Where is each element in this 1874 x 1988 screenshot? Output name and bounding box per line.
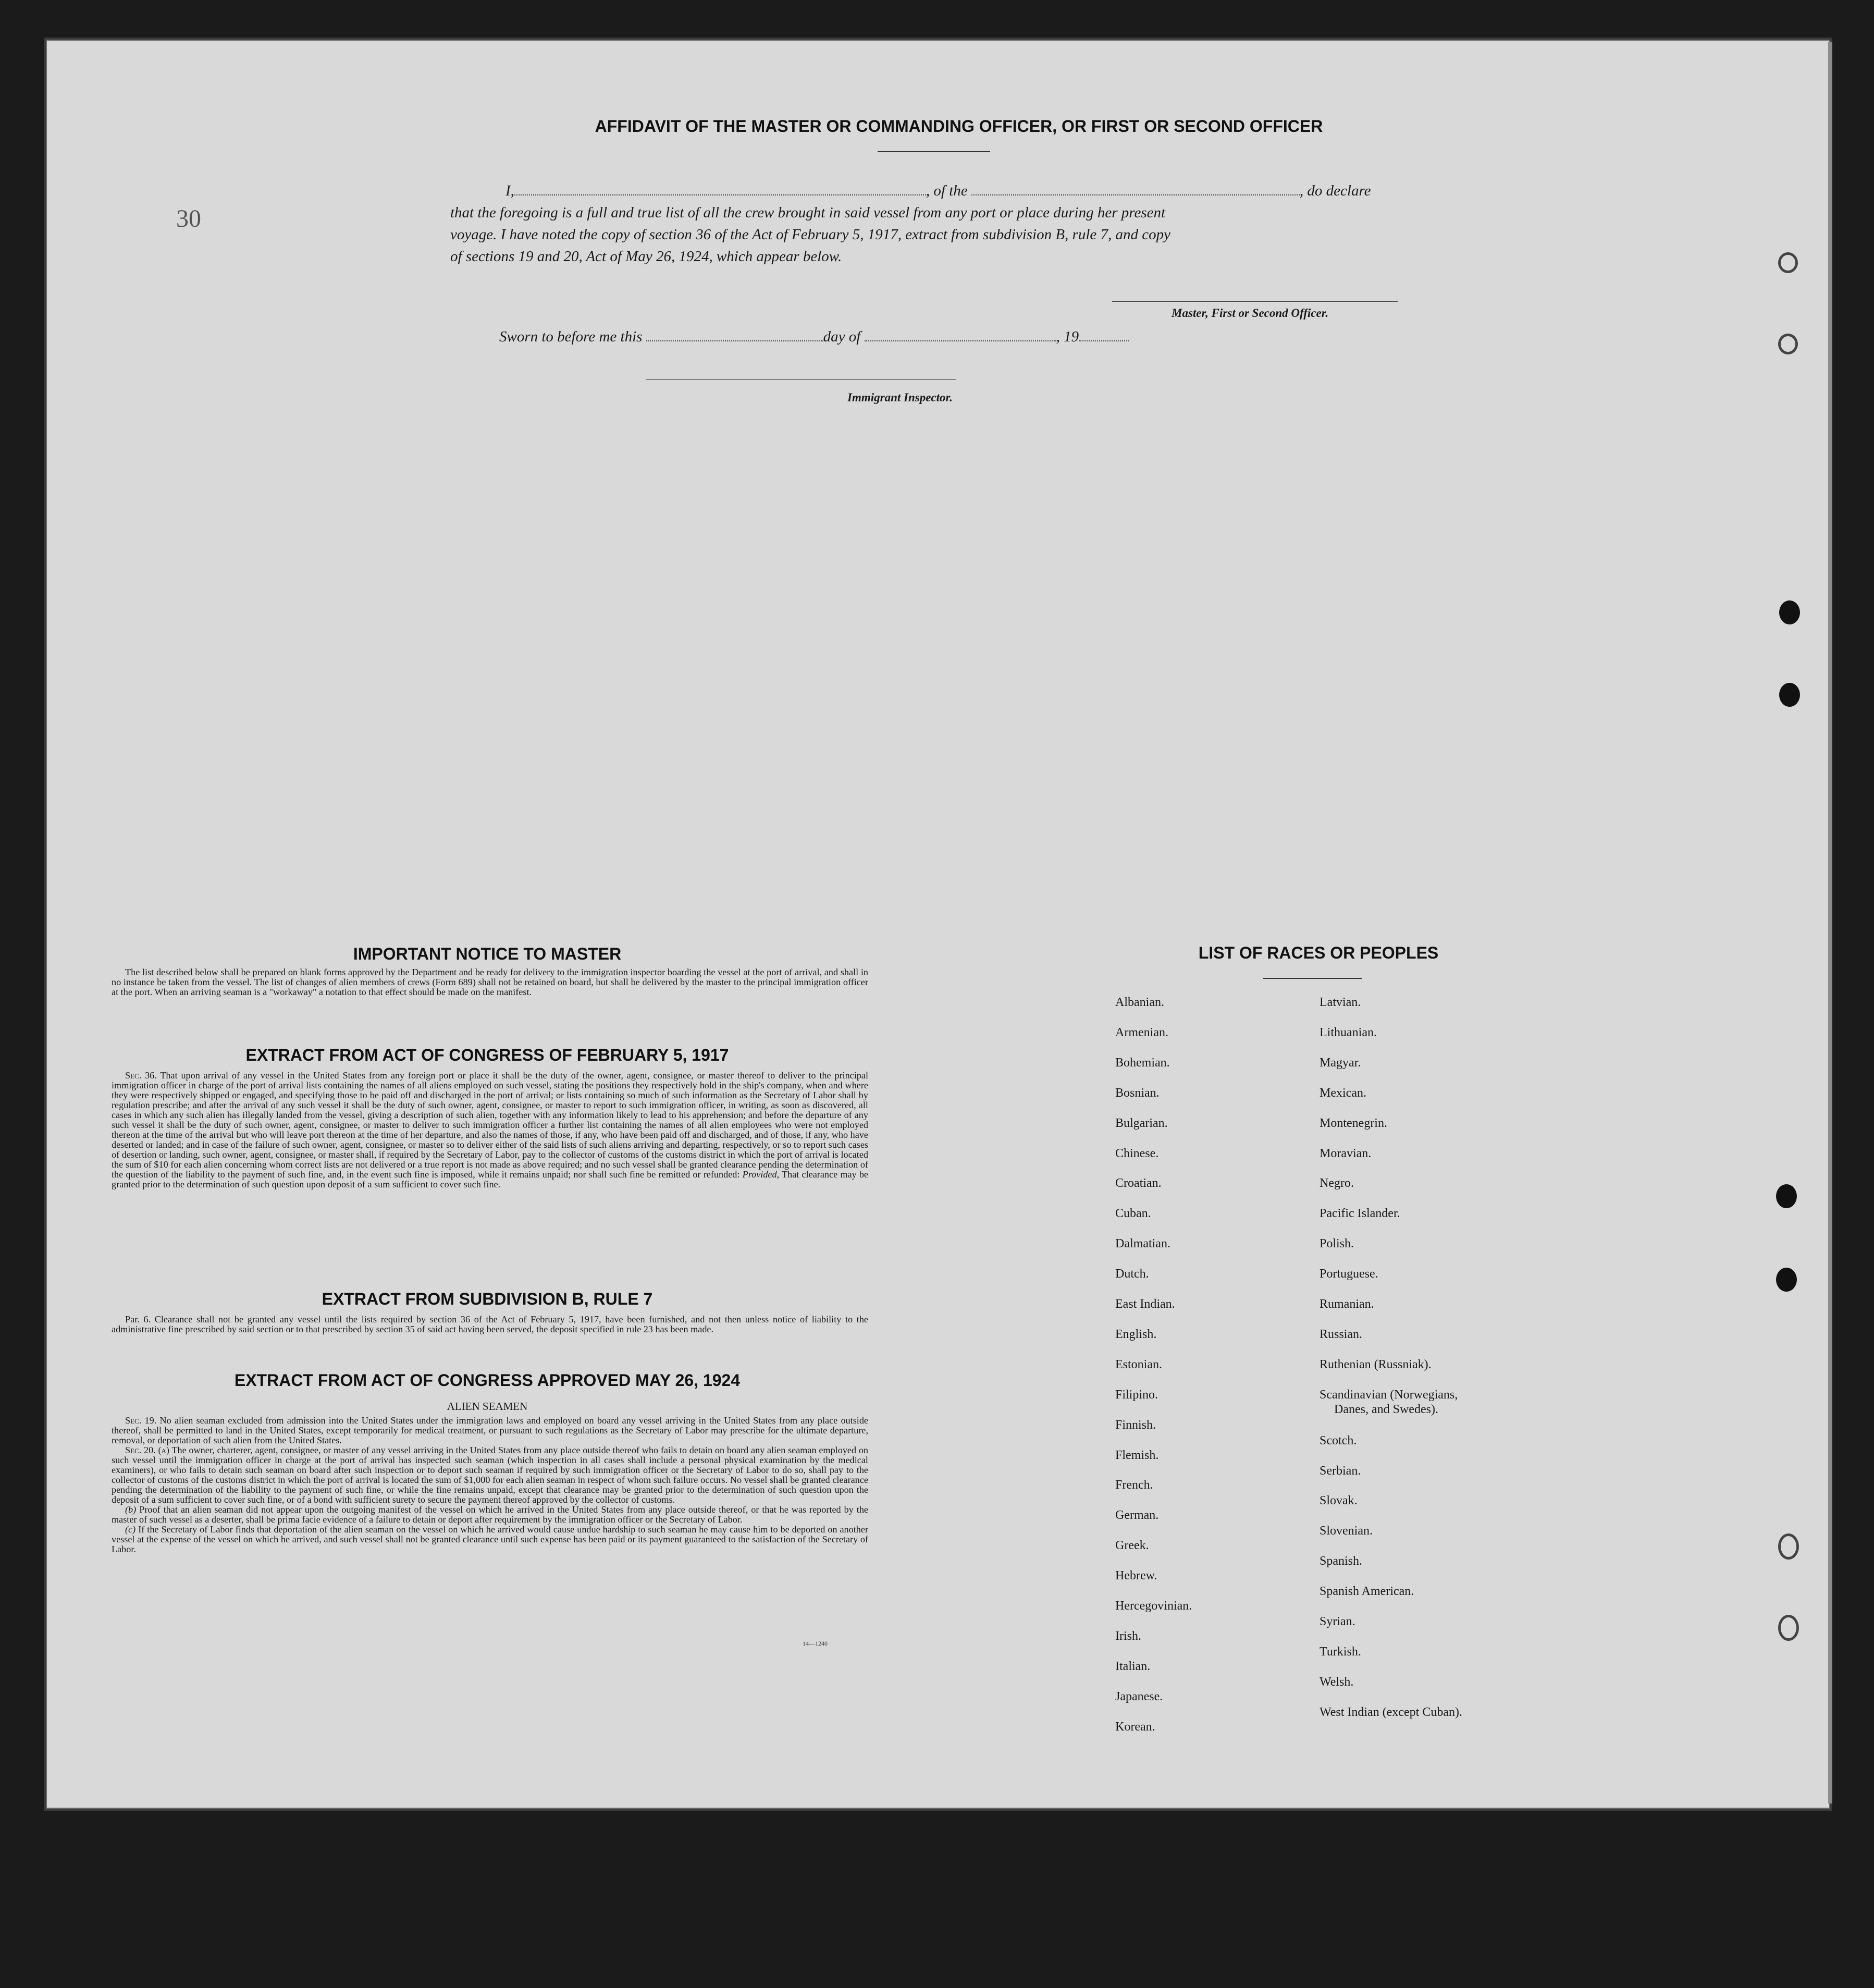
form-code: 14—1240 bbox=[803, 1640, 828, 1647]
alien-seamen-subtitle: ALIEN SEAMEN bbox=[447, 1400, 528, 1413]
extract-1917-text bbox=[112, 1071, 868, 1189]
race-item: Welsh. bbox=[1320, 1675, 1354, 1689]
race-item: Magyar. bbox=[1320, 1056, 1361, 1070]
extract-1924-title: EXTRACT FROM ACT OF CONGRESS APPROVED MAY 26, 1924 bbox=[234, 1371, 741, 1390]
race-item: Portuguese. bbox=[1320, 1267, 1378, 1281]
title-rule bbox=[878, 151, 990, 152]
race-item: Latvian. bbox=[1320, 996, 1361, 1009]
sworn-day-blank[interactable] bbox=[646, 340, 823, 341]
race-item: Ruthenian (Russniak). bbox=[1320, 1357, 1432, 1371]
punch-hole bbox=[1776, 1184, 1797, 1208]
inspector-label: Immigrant Inspector. bbox=[847, 391, 953, 404]
month-blank[interactable] bbox=[865, 340, 1056, 341]
master-signature-line[interactable] bbox=[1112, 301, 1398, 302]
race-item: Armenian. bbox=[1115, 1025, 1168, 1039]
race-item: Scotch. bbox=[1320, 1433, 1357, 1447]
sec-36-label: Sec. 36. bbox=[125, 1070, 157, 1081]
affidavit-title: AFFIDAVIT OF THE MASTER OR COMMANDING OFFICER, OR FIRST OR SECOND OFFICER bbox=[595, 117, 1323, 136]
race-item: Hebrew. bbox=[1115, 1569, 1157, 1583]
race-item: Bulgarian. bbox=[1115, 1116, 1168, 1130]
races-title: LIST OF RACES OR PEOPLES bbox=[1198, 943, 1439, 962]
punch-hole bbox=[1779, 683, 1800, 707]
sec-19-text: No alien seaman excluded from admission into the United States under the immigration laws and employed on board any vessel arriving in the United States from any place outside thereof, shall be permitted to land in the United States, except temporarily for medical treatment, or pursuant to such regulations as the Secretary of Labor may prescribe for the ultimate departure, removal, or deportation of such alien from the United States. bbox=[112, 1415, 869, 1445]
year-label: , 19 bbox=[1056, 328, 1079, 345]
race-item: Bohemian. bbox=[1115, 1056, 1170, 1070]
affidavit-line-1 bbox=[506, 180, 1371, 202]
race-item: Flemish. bbox=[1115, 1448, 1159, 1462]
notice-text bbox=[112, 967, 868, 997]
race-item: Scandinavian (Norwegians, bbox=[1320, 1388, 1458, 1402]
extract-1917-title: EXTRACT FROM ACT OF CONGRESS OF FEBRUARY 5, 1917 bbox=[245, 1046, 729, 1064]
race-item: West Indian (except Cuban). bbox=[1320, 1705, 1462, 1719]
race-item: Syrian. bbox=[1320, 1615, 1355, 1628]
punch-hole bbox=[1776, 1268, 1797, 1292]
race-item: Pacific Islander. bbox=[1320, 1207, 1400, 1221]
race-item: German. bbox=[1115, 1508, 1159, 1523]
sec-20c-label: (c) bbox=[125, 1524, 136, 1535]
race-item: Greek. bbox=[1115, 1539, 1149, 1553]
race-item: Serbian. bbox=[1320, 1464, 1361, 1478]
vessel-blank[interactable] bbox=[971, 194, 1300, 195]
inspector-signature-line[interactable] bbox=[646, 379, 956, 380]
race-item: Negro. bbox=[1320, 1176, 1354, 1191]
race-item: Spanish American. bbox=[1320, 1585, 1414, 1599]
name-blank[interactable] bbox=[514, 194, 926, 195]
sec-20a-text: The owner, charterer, agent, consignee, or master of any vessel arriving in the United States from any place outside thereof who fails to detain on board any alien seaman employed on such vessel until the immigration officer in charge at the port of arrival has inspected such seaman (which inspection in all cases shall include a personal physical examination by the medical examiners), or who fails to detain such seaman on board after such inspection or to deport such seaman if required by such immigration officer or the Secretary of Labor to do so, shall pay to the collector of customs of the customs district in which the port of arrival is located the sum of $1,000 for each alien seaman in respect of whom such failure occurs. No vessel shall be granted clearance pending the determination of the liability to the payment of such fine, or while the fine remains unpaid, except that clearance may be granted prior to the determination of such question upon the deposit of a sum sufficient to cover such fine, or of a bond with sufficient surety to secure the payment thereof approved by the collector of customs. bbox=[112, 1445, 869, 1505]
sec-20-label: Sec. 20. (a) bbox=[125, 1445, 169, 1455]
punch-ring bbox=[1778, 252, 1798, 273]
affidavit-of-the-label: , of the bbox=[926, 182, 968, 199]
affidavit-line-2: that the foregoing is a full and true list of all the crew brought in said vessel from any port or place during her present bbox=[450, 204, 1166, 221]
punch-ring bbox=[1778, 334, 1798, 354]
sec-20c-text: If the Secretary of Labor finds that deportation of the alien seaman on the vessel on which he arrived would cause undue hardship to such seaman he may cause him to be deported on another vessel at the expense of the vessel on which he arrived, and such vessel shall not be granted clearance until such expense has been paid or its payment guaranteed to the satisfaction of the Secretary of Labor. bbox=[112, 1524, 869, 1554]
race-item: Cuban. bbox=[1115, 1207, 1151, 1221]
race-item: French. bbox=[1115, 1478, 1153, 1492]
notice-title: IMPORTANT NOTICE TO MASTER bbox=[353, 944, 622, 963]
sworn-label: Sworn to before me this bbox=[499, 328, 643, 345]
rule-7-text bbox=[112, 1315, 868, 1334]
extract-1924-text bbox=[112, 1416, 868, 1554]
affidavit-line-3: voyage. I have noted the copy of section 36 of the Act of February 5, 1917, extract from subdivision B, rule 7, and copy bbox=[450, 226, 1171, 243]
provided-label: Provided, bbox=[742, 1169, 780, 1180]
affidavit-i-label: I, bbox=[506, 182, 514, 199]
race-item: Turkish. bbox=[1320, 1645, 1361, 1659]
page-edge bbox=[1828, 42, 1832, 1803]
race-item: Estonian. bbox=[1115, 1357, 1162, 1371]
affidavit-line-4: of sections 19 and 20, Act of May 26, 1924, which appear below. bbox=[450, 248, 842, 265]
race-item: Spanish. bbox=[1320, 1554, 1363, 1568]
race-item: English. bbox=[1115, 1327, 1157, 1341]
race-item: Mexican. bbox=[1320, 1086, 1366, 1100]
race-item: Dutch. bbox=[1115, 1267, 1149, 1281]
race-item: Lithuanian. bbox=[1320, 1025, 1377, 1039]
race-item: Finnish. bbox=[1115, 1418, 1156, 1432]
race-item: Slovenian. bbox=[1320, 1524, 1373, 1538]
race-item: Slovak. bbox=[1320, 1494, 1358, 1508]
affidavit-declare-label: , do declare bbox=[1299, 182, 1371, 199]
sec-36-text-end: That clearance may be granted prior to the determination of such question upon deposit of a sum sufficient to cover such fine. bbox=[112, 1169, 869, 1189]
rule-7-title: EXTRACT FROM SUBDIVISION B, RULE 7 bbox=[322, 1290, 653, 1308]
master-label: Master, First or Second Officer. bbox=[1172, 306, 1329, 320]
notice-paragraph: The list described below shall be prepared on blank forms approved by the Department and be ready for delivery to the immigration inspector boarding the vessel at the port of arrival, and shall in no instance be taken from the vessel. The list of changes of alien members of crews (Form 689) shall not be retained on board, but shall be delivered by the master to the principal immigration officer at the port. When an arriving seaman is a "workaway" a notation to that effect should be made on the manifest. bbox=[112, 967, 868, 997]
race-item: Croatian. bbox=[1115, 1176, 1162, 1191]
sec-20b-text: Proof that an alien seaman did not appear upon the outgoing manifest of the vessel on which he arrived in the United States from any place outside thereof, or that he was reported by the master of such vessel as a deserter, shall be prima facie evidence of a failure to detain or deport after requirement by the immigration officer or the Secretary of Labor. bbox=[112, 1504, 868, 1525]
race-item: Italian. bbox=[1115, 1659, 1151, 1673]
race-item: Hercegovinian. bbox=[1115, 1599, 1192, 1613]
race-item: Montenegrin. bbox=[1320, 1116, 1387, 1130]
race-item: Korean. bbox=[1115, 1720, 1155, 1734]
sec-19-label: Sec. 19. bbox=[125, 1415, 157, 1426]
sworn-line bbox=[499, 326, 1129, 348]
punch-ring bbox=[1778, 1615, 1799, 1641]
day-of-label: day of bbox=[823, 328, 861, 345]
race-item-continuation: Danes, and Swedes). bbox=[1334, 1402, 1438, 1416]
race-item: Russian. bbox=[1320, 1327, 1363, 1341]
year-blank[interactable] bbox=[1079, 340, 1129, 341]
race-item: Dalmatian. bbox=[1115, 1237, 1170, 1251]
race-item: Irish. bbox=[1115, 1629, 1141, 1643]
races-title-rule bbox=[1263, 978, 1362, 979]
race-item: Moravian. bbox=[1320, 1146, 1372, 1160]
sec-20b-label: (b) bbox=[125, 1504, 137, 1515]
race-item: Rumanian. bbox=[1320, 1297, 1374, 1311]
sec-36-text: That upon arrival of any vessel in the United States from any foreign port or place it shall be the duty of the owner, agent, consignee, or master thereof to deliver to the principal immigration officer in charge of the port of arrival lists containing the names of all aliens employed on such vessel, stating the positions they respectively hold in the ship's company, when and where they were respectively shipped or engaged, and specifying those to be paid off and discharged in the port of arrival; or lists containing so much of such information as the Secretary of Labor shall by regulation prescribe; and after the arrival of any such vessel it shall be the duty of such owner, agent, consignee, or master to report to such immigration officer, in writing, as soon as discovered, all cases in which any such alien has illegally landed from the vessel, giving a description of such alien, together with any information likely to lead to his apprehension; and before the departure of any such vessel it shall be the duty of such owner, agent, consignee, or master to deliver to such immigration officer a further list containing the names of all alien employees who were not employed thereon at the time of the arrival but who will leave port thereon at the time of her departure, and also the names of those, if any, who have been paid off and discharged, and of those, if any, who have deserted or landed; and in case of the failure of such owner, agent, consignee, or master so to deliver either of the said lists of such aliens arriving and departing, respectively, or so to report such cases of desertion or landing, such owner, agent, consignee, or master shall, if required by the Secretary of Labor, pay to the collector of customs of the customs district in which the port of arrival is located the sum of $10 for each alien concerning whom correct lists are not delivered or a true report is not made as above required; and no such vessel shall be granted clearance pending the determination of the question of the liability to the payment of such fine, and, in the event such fine is imposed, while it remains unpaid; nor shall such fine be remitted or refunded: bbox=[112, 1070, 869, 1180]
race-item: Japanese. bbox=[1115, 1689, 1163, 1703]
race-item: Polish. bbox=[1320, 1237, 1354, 1251]
race-item: Chinese. bbox=[1115, 1146, 1159, 1160]
race-item: Albanian. bbox=[1115, 996, 1164, 1009]
punch-ring bbox=[1778, 1533, 1799, 1560]
rule-7-paragraph: Par. 6. Clearance shall not be granted any vessel until the lists required by section 36 of the Act of February 5, 1917, have been furnished, and not then unless notice of liability to the administrative fine prescribed by said section or to that prescribed by section 35 of said act having been served, the deposit specified in rule 23 has been made. bbox=[112, 1314, 868, 1334]
punch-hole bbox=[1779, 600, 1800, 624]
race-item: Bosnian. bbox=[1115, 1086, 1160, 1100]
race-item: Filipino. bbox=[1115, 1388, 1158, 1402]
margin-mark: 30 bbox=[176, 205, 201, 232]
race-item: East Indian. bbox=[1115, 1297, 1175, 1311]
